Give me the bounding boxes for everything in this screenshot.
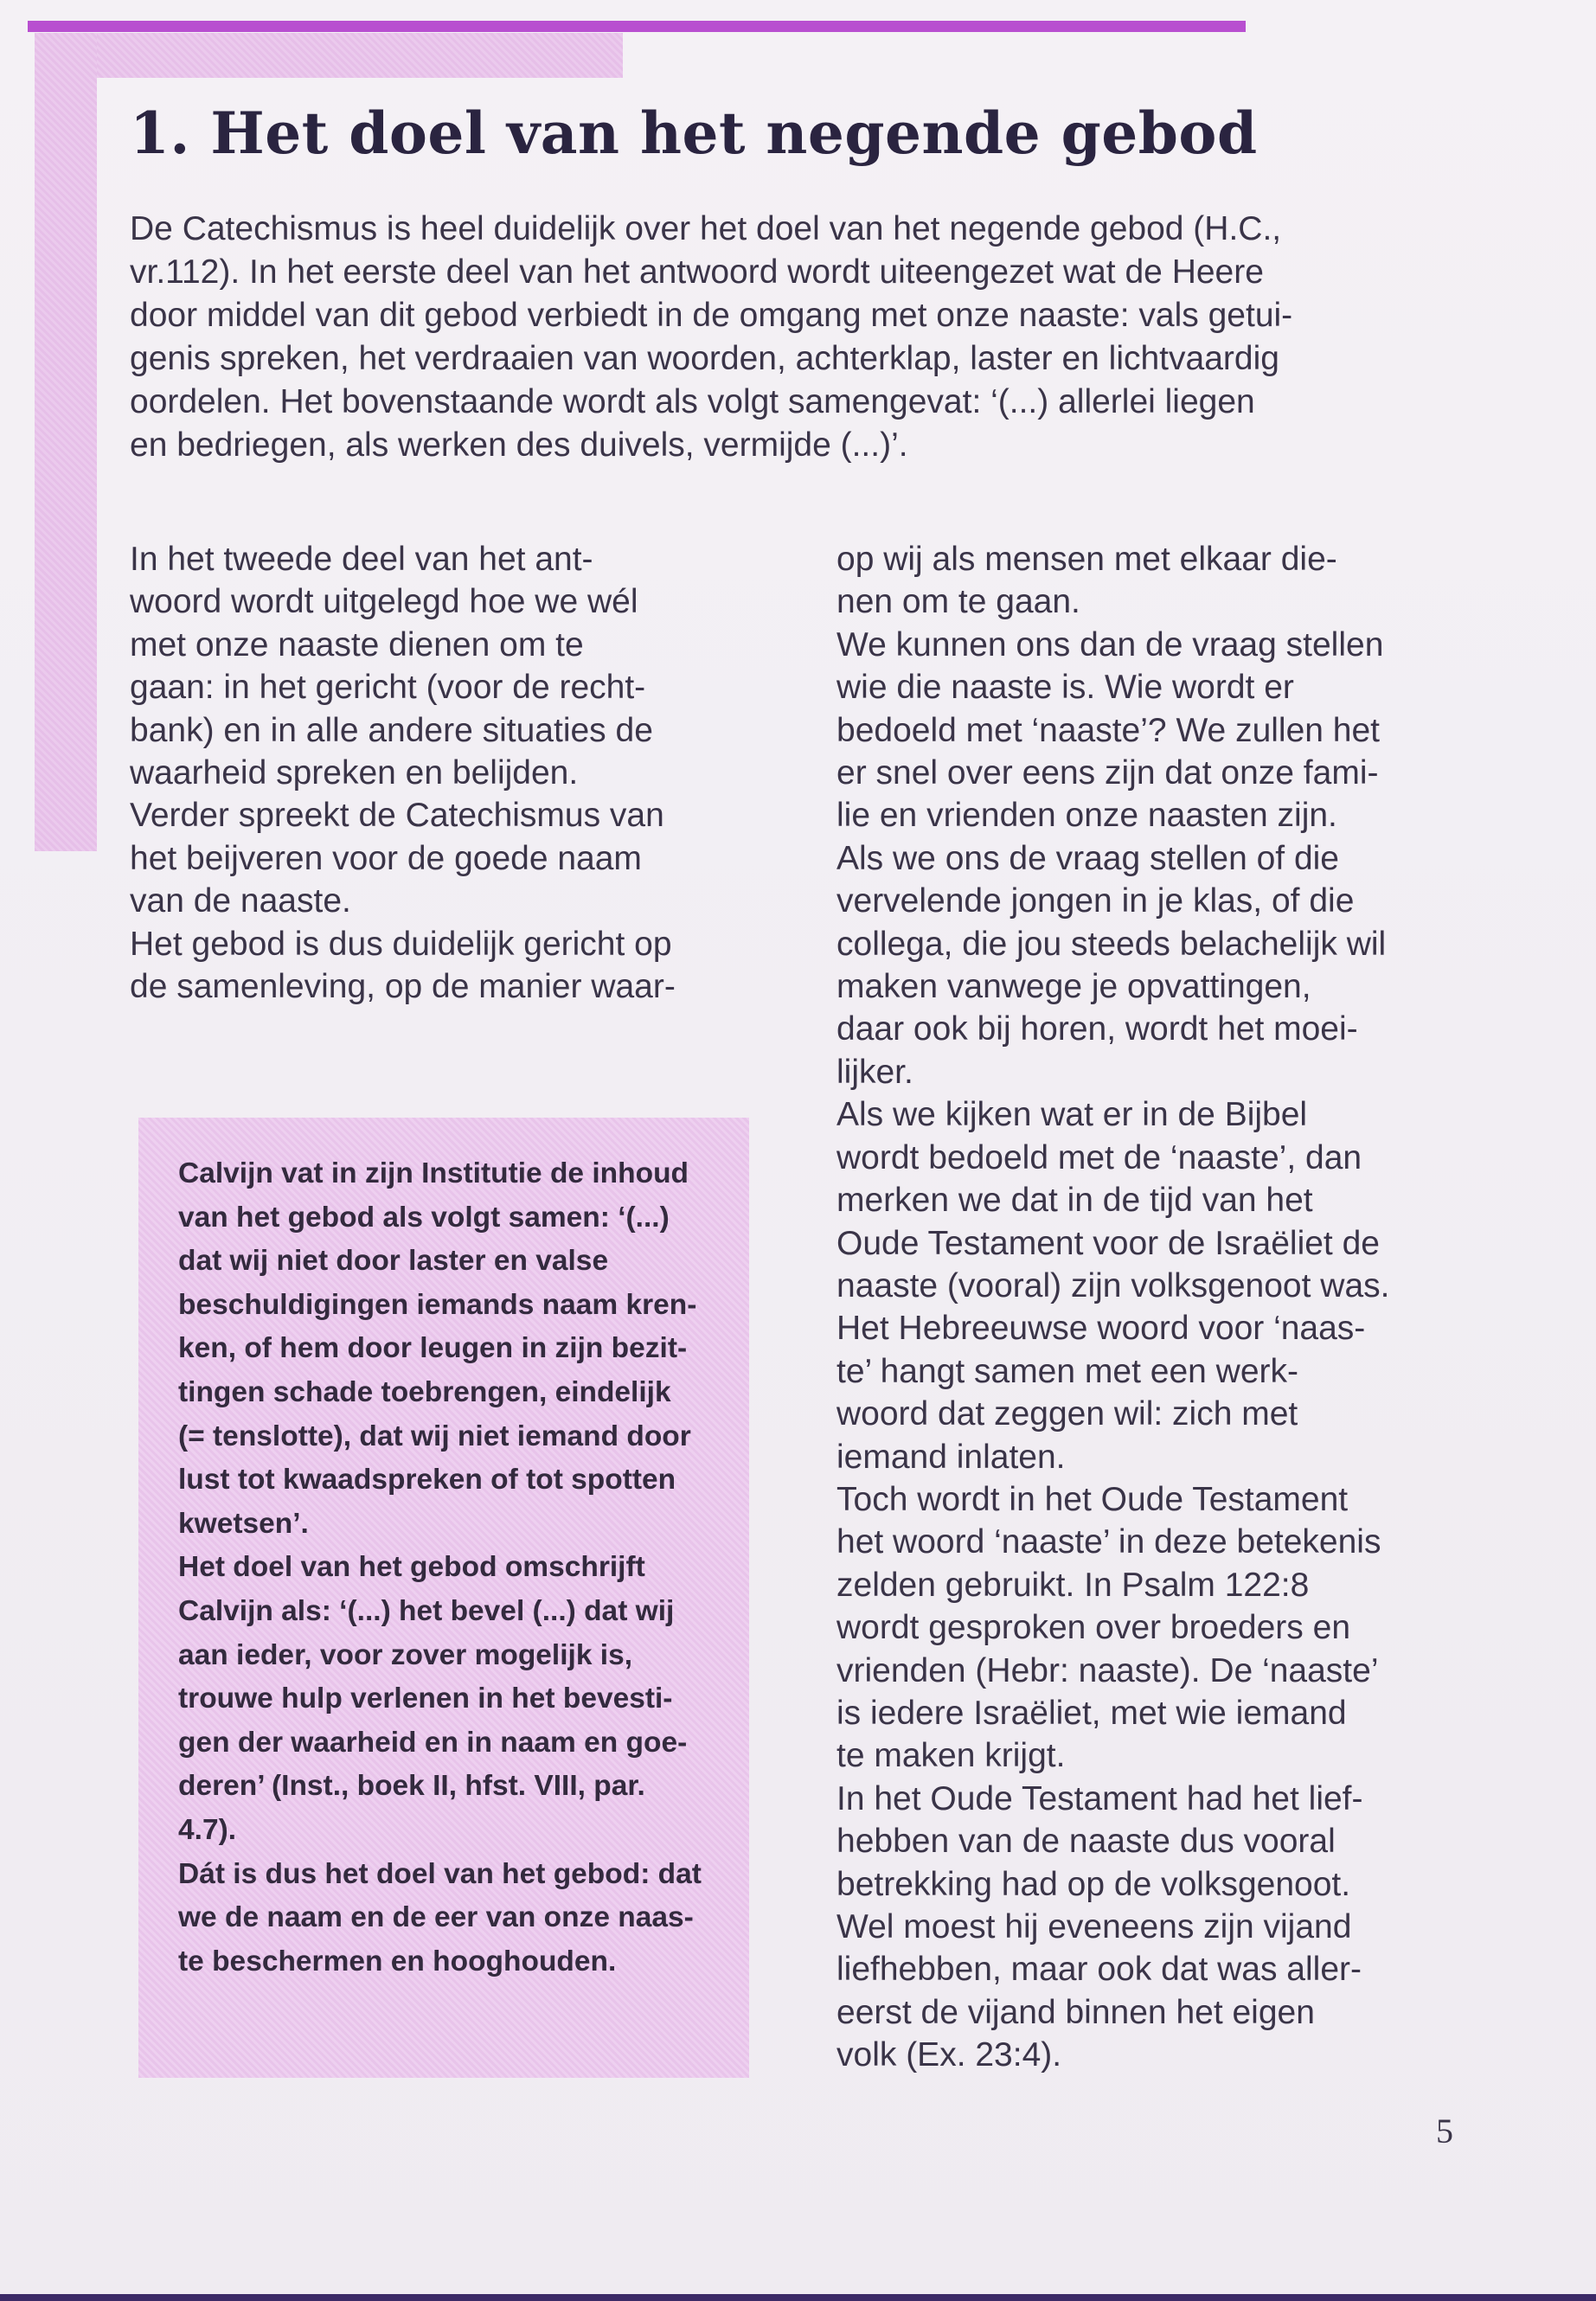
bottom-edge-rule — [0, 2294, 1596, 2301]
left-column-text: In het tweede deel van het ant- woord wordt uitgelegd hoe we wél met onze naaste dienen om te gaan: in het gericht (voor de recht- bank) en in alle andere situaties de waarheid spreken en belijden. Verder spreekt de Catechismus van het beijveren voor de goede naam van de naaste. Het gebod is dus duidelijk gericht op de samenleving, op de manier waar- — [130, 541, 676, 1006]
header-accent-block — [35, 33, 623, 78]
calvin-quote-box — [138, 1118, 749, 2078]
calvin-quote-text: Calvijn vat in zijn Institutie de inhoud van het gebod als volgt samen: ‘(...) dat wij niet door laster en valse beschuldigingen iemands naam kren- ken, of hem door leugen in zijn bezit- tingen schade toebrengen, eindelijk (= tenslotte), dat wij niet iemand door lust tot kwaadspreken of tot spotten kwetsen’. Het doel van het gebod omschrijft Calvijn als: ‘(...) het bevel (...) dat wij aan ieder, voor zover mogelijk is, trouwe hulp verlenen in het bevesti- gen der waarheid en in naam en goe- deren’ (Inst., boek II, hfst. VIII, par. 4.7). Dát is dus het doel van het gebod: dat we de naam en de eer van onze naas- te beschermen en hooghouden. — [178, 1157, 702, 1977]
side-accent-bar — [35, 33, 97, 851]
right-column-text: op wij als mensen met elkaar die- nen om te gaan. We kunnen ons dan de vraag stellen wie die naaste is. Wie wordt er bedoeld met ‘naaste’? We zullen het er snel over eens zijn dat onze fami- lie en vrienden onze naasten zijn. Als we ons de vraag stellen of die vervelende jongen in je klas, of die collega, die jou steeds belachelijk wil maken vanwege je opvattingen, daar ook bij horen, wordt het moei- lijker. Als we kijken wat er in de Bijbel wordt bedoeld met de ‘naaste’, dan merken we dat in de tijd van het Oude Testament voor de Israëliet de naaste (vooral) zijn volksgenoot was. Het Hebreeuwse woord voor ‘naas- te’ hangt samen met een werk- woord dat zeggen wil: zich met iemand inlaten. Toch wordt in het Oude Testament het woord ‘naaste’ in deze betekenis zelden gebruikt. In Psalm 122:8 wordt gesproken over broeders en vrienden (Hebr: naaste). De ‘naaste’ is iedere Israëliet, met wie iemand te maken krijgt. In het Oude Testament had het lief- hebben van de naaste dus vooral betrekking had op de volksgenoot. Wel moest hij eveneens zijn vijand liefhebben, maar ook dat was aller- eerst de vijand binnen het eigen volk (Ex. 23:4). — [836, 541, 1390, 2074]
intro-paragraph: De Catechismus is heel duidelijk over het doel van het negende gebod (H.C., vr.112). In het eerste deel van het antwoord wordt uiteengezet wat de Heere door middel van dit gebod verbiedt in de omgang met onze naaste: vals getui- genis spreken, het verdraaien van woorden, achterklap, laster en lichtvaardig oordelen. Het bovenstaande wordt als volgt samengevat: ‘(...) allerlei liegen en bedriegen, als werken des duivels, vermijde (...)’. — [130, 210, 1293, 464]
page-number: 5 — [1436, 2112, 1453, 2150]
page-title: 1. Het doel van het negende gebod — [130, 99, 1258, 167]
top-accent-rule — [28, 21, 1246, 32]
